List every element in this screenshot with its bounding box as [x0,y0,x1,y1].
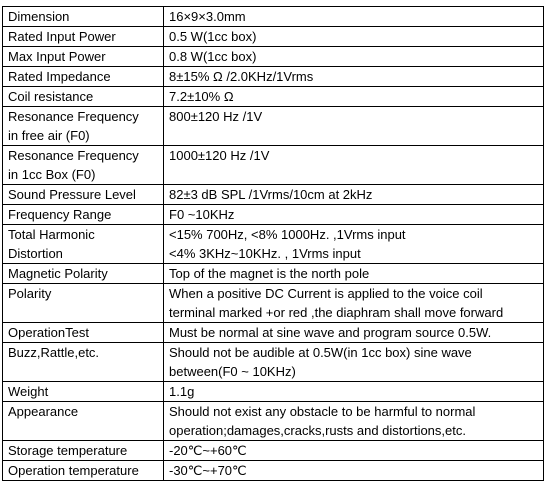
table-row [3,323,544,343]
spec-label: Resonance Frequency in free air (F0) [3,107,164,146]
spec-value: 0.5 W(1cc box) [164,27,544,47]
spec-label: Resonance Frequency in 1cc Box (F0) [3,146,164,185]
spec-label: Frequency Range [3,205,164,225]
table-row [3,27,544,47]
spec-value: -30℃~+70℃ [164,461,544,481]
spec-label: Weight [3,382,164,402]
spec-value: -20℃~+60℃ [164,441,544,461]
table-row [3,185,544,205]
table-row [3,67,544,87]
spec-label: Appearance [3,402,164,441]
spec-label: Polarity [3,284,164,323]
table-row [3,441,544,461]
table-row [3,382,544,402]
spec-label: OperationTest [3,323,164,343]
spec-value: <15% 700Hz, <8% 1000Hz. ,1Vrms input <4% 3KHz~10KHz. , 1Vrms input [164,225,544,264]
spec-label: Buzz,Rattle,etc. [3,343,164,382]
spec-value: 7.2±10% Ω [164,87,544,107]
spec-label: Dimension [3,7,164,27]
table-row [3,264,544,284]
spec-value: Must be normal at sine wave and program source 0.5W. [164,323,544,343]
spec-label: Coil resistance [3,87,164,107]
spec-value: When a positive DC Current is applied to the voice coil terminal marked +or red ,the diaphram shall move forward [164,284,544,323]
spec-label: Operation temperature [3,461,164,481]
spec-value: 1000±120 Hz /1V [164,146,544,185]
spec-value: 800±120 Hz /1V [164,107,544,146]
spec-label: Rated Impedance [3,67,164,87]
table-row [3,343,544,382]
table-row [3,146,544,185]
table-row [3,107,544,146]
spec-value: Should not exist any obstacle to be harmful to normal operation;damages,cracks,rusts and distortions,etc. [164,402,544,441]
spec-value: Top of the magnet is the north pole [164,264,544,284]
table-row [3,225,544,264]
spec-label: Sound Pressure Level [3,185,164,205]
spec-label: Max Input Power [3,47,164,67]
table-row [3,284,544,323]
table-row [3,461,544,481]
spec-value: 8±15% Ω /2.0KHz/1Vrms [164,67,544,87]
spec-value: Should not be audible at 0.5W(in 1cc box) sine wave between(F0 ~ 10KHz) [164,343,544,382]
table-row [3,205,544,225]
spec-label: Rated Input Power [3,27,164,47]
speaker-spec-table [2,6,544,481]
spec-value: 82±3 dB SPL /1Vrms/10cm at 2kHz [164,185,544,205]
spec-label: Total Harmonic Distortion [3,225,164,264]
table-row [3,402,544,441]
spec-label: Magnetic Polarity [3,264,164,284]
spec-value: 0.8 W(1cc box) [164,47,544,67]
spec-label: Storage temperature [3,441,164,461]
spec-value: 1.1g [164,382,544,402]
spec-value: F0 ~10KHz [164,205,544,225]
table-row [3,7,544,27]
table-row [3,87,544,107]
table-row [3,47,544,67]
spec-value: 16×9×3.0mm [164,7,544,27]
